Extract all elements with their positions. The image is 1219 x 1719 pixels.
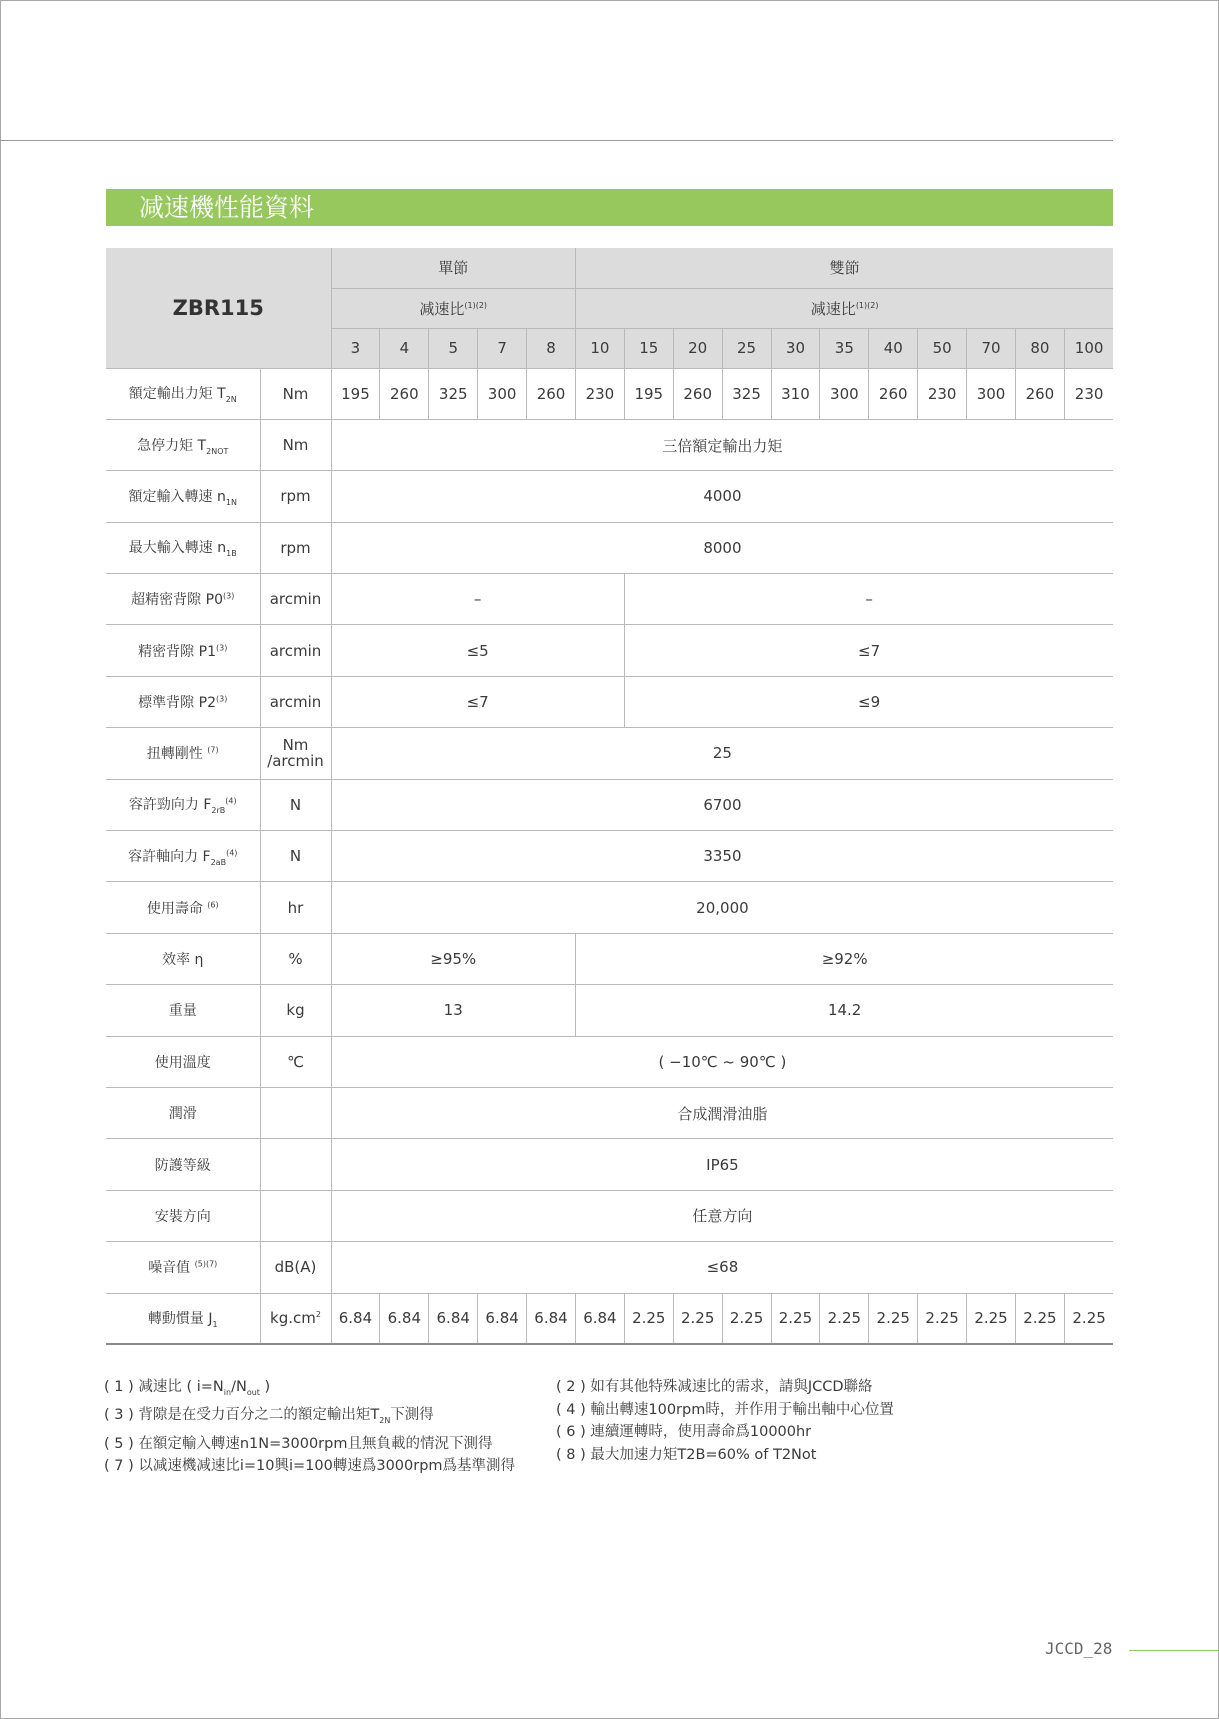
footnote-7: ( 7 ) 以减速機减速比i=10興i=100轉速爲3000rpm爲基準測得 [104,1458,516,1475]
row-value-double: ≥92% [575,933,1113,984]
row-value: ≤68 [331,1242,1113,1293]
row-label: 防護等級 [106,1139,260,1190]
row-value: 8000 [331,522,1113,573]
section-title: 减速機性能資料 [106,189,1113,226]
row-label: 效率 η [106,933,260,984]
row-mounting [106,1190,1113,1241]
row-label: 額定輸入轉速 $n_{1N}$ [106,471,260,522]
row-lubrication [106,1087,1113,1138]
row-value-cell: 195 [331,368,380,419]
ratio-header-cell: 35 [820,328,869,368]
row-unit [260,1087,331,1138]
row-label: 噪音值 $^{(5)(7)}$ [106,1242,260,1293]
row-value-single: ≤7 [331,676,624,727]
row-label: 標準背隙 P2$^{(3)}$ [106,676,260,727]
ratio-header-cell: 4 [380,328,429,368]
row-value-double: ≤9 [624,676,1113,727]
row-value: 20,000 [331,882,1113,933]
row-unit: rpm [260,522,331,573]
spec-table [106,248,1113,1345]
row-unit: Nm [260,368,331,419]
row-value-cell: 2.25 [722,1293,771,1344]
row-value-cell: 300 [967,368,1016,419]
row-value-cell: 310 [771,368,820,419]
row-label: 精密背隙 P1$^{(3)}$ [106,625,260,676]
ratio-header-cell: 3 [331,328,380,368]
row-emergency-torque [106,419,1113,470]
ratio-header-cell: 80 [1015,328,1064,368]
ratio-label-double: 减速比$^{(1)(2)}$ [575,288,1113,328]
row-value-cell: 260 [869,368,918,419]
row-unit: kg [260,985,331,1036]
row-label: 額定輸出力矩 $T_{2N}$ [106,368,260,419]
page-rule [1129,1650,1219,1651]
row-backlash-p2 [106,676,1113,727]
row-value: 3350 [331,831,1113,882]
row-value: 6700 [331,779,1113,830]
row-value-cell: 2.25 [918,1293,967,1344]
row-value-cell: 2.25 [1064,1293,1113,1344]
ratio-header-cell: 25 [722,328,771,368]
row-value: 三倍額定輸出力矩 [331,419,1113,470]
row-value: IP65 [331,1139,1113,1190]
row-value-cell: 195 [624,368,673,419]
row-value-cell: 6.84 [331,1293,380,1344]
row-value-single: ≥95% [331,933,575,984]
row-unit: arcmin [260,574,331,625]
header-row-stage [106,248,1113,288]
row-value-cell: 325 [429,368,478,419]
row-value-cell: 325 [722,368,771,419]
row-unit: N [260,779,331,830]
row-value-double: – [624,574,1113,625]
row-noise [106,1242,1113,1293]
ratio-header-cell: 30 [771,328,820,368]
footnote-6: ( 6 ) 連續運轉時，使用壽命爲10000hr [556,1424,812,1440]
footnotes-left [104,1376,515,1478]
footnote-3: ( 3 ) 背隙是在受力百分之二的額定輸出矩$T_{2N}$下測得 [104,1407,434,1426]
ratio-header-cell: 5 [429,328,478,368]
row-unit: ℃ [260,1036,331,1087]
row-temperature [106,1036,1113,1087]
footnote-5: ( 5 ) 在額定輸入轉速n1N=3000rpm且無負載的情況下測得 [104,1435,493,1452]
row-unit: $kg.cm^2$ [260,1293,331,1344]
row-value: ( −10℃ ~ 90℃ ) [331,1036,1113,1087]
row-value-cell: 230 [1064,368,1113,419]
ratio-header-cell: 40 [869,328,918,368]
row-label: 使用壽命 $^{(6)}$ [106,882,260,933]
row-weight [106,985,1113,1036]
row-value-cell: 2.25 [624,1293,673,1344]
row-torsional-rigidity [106,728,1113,779]
row-label: 使用溫度 [106,1036,260,1087]
row-value-cell: 6.84 [478,1293,527,1344]
header-double-stage: 雙節 [575,248,1113,288]
row-unit: dB(A) [260,1242,331,1293]
row-unit: Nm /arcmin [260,728,331,779]
row-unit [260,1190,331,1241]
row-value-cell: 260 [673,368,722,419]
row-value-cell: 2.25 [673,1293,722,1344]
footnotes-right [556,1376,894,1466]
row-label: 重量 [106,985,260,1036]
ratio-header-cell: 50 [918,328,967,368]
ratio-header-cell: 8 [527,328,576,368]
row-protection [106,1139,1113,1190]
row-radial-force [106,779,1113,830]
ratio-header-cell: 20 [673,328,722,368]
row-value: 4000 [331,471,1113,522]
row-label: 急停力矩 $T_{2NOT}$ [106,419,260,470]
row-value-cell: 2.25 [869,1293,918,1344]
row-label: 潤滑 [106,1087,260,1138]
row-value-cell: 6.84 [380,1293,429,1344]
row-value-cell: 6.84 [429,1293,478,1344]
row-value: 任意方向 [331,1190,1113,1241]
row-value-cell: 2.25 [967,1293,1016,1344]
row-value-single: 13 [331,985,575,1036]
row-value-cell: 260 [380,368,429,419]
row-efficiency [106,933,1113,984]
ratio-header-cell: 100 [1064,328,1113,368]
row-unit: Nm [260,419,331,470]
row-max-input-speed [106,522,1113,573]
row-value-cell: 6.84 [575,1293,624,1344]
row-service-life [106,882,1113,933]
row-unit [260,1139,331,1190]
row-axial-force [106,831,1113,882]
row-rated-input-speed [106,471,1113,522]
ratio-label-single: 减速比$^{(1)(2)}$ [331,288,575,328]
row-value-cell: 260 [527,368,576,419]
row-label: 容許勁向力 $F_{2rB}^{(4)}$ [106,779,260,830]
row-value-cell: 230 [918,368,967,419]
row-label: 轉動慣量 $J_1$ [106,1293,260,1344]
ratio-header-cell: 70 [967,328,1016,368]
ratio-header-cell: 10 [575,328,624,368]
top-rule [0,140,1113,141]
row-value-cell: 6.84 [527,1293,576,1344]
row-unit: % [260,933,331,984]
row-rated-torque [106,368,1113,419]
footnote-4: ( 4 ) 輸出轉速100rpm時，并作用于輸出軸中心位置 [556,1401,894,1418]
row-value: 25 [331,728,1113,779]
header-single-stage: 單節 [331,248,575,288]
row-value-double: ≤7 [624,625,1113,676]
row-value-single: ≤5 [331,625,624,676]
row-label: 超精密背隙 P0$^{(3)}$ [106,574,260,625]
row-value-cell: 2.25 [820,1293,869,1344]
row-value-single: – [331,574,624,625]
footnote-8: ( 8 ) 最大加速力矩T2B=60% of T2Not [556,1446,817,1463]
ratio-header-cell: 15 [624,328,673,368]
row-value-cell: 300 [820,368,869,419]
row-inertia [106,1293,1113,1344]
row-unit: arcmin [260,625,331,676]
model-name: ZBR115 [106,248,331,368]
row-label: 安裝方向 [106,1190,260,1241]
row-value-cell: 260 [1015,368,1064,419]
footnote-2: ( 2 ) 如有其他特殊减速比的需求，請與JCCD聯絡 [556,1379,873,1395]
row-value-cell: 2.25 [1015,1293,1064,1344]
row-label: 最大輸入轉速 $n_{1B}$ [106,522,260,573]
row-unit: hr [260,882,331,933]
row-unit: arcmin [260,676,331,727]
row-value-cell: 300 [478,368,527,419]
row-backlash-p0 [106,574,1113,625]
row-value-double: 14.2 [575,985,1113,1036]
row-value-cell: 230 [575,368,624,419]
row-label: 扭轉剛性 $^{(7)}$ [106,728,260,779]
row-value-cell: 2.25 [771,1293,820,1344]
row-backlash-p1 [106,625,1113,676]
row-value: 合成潤滑油脂 [331,1087,1113,1138]
footnote-1: ( 1 ) 减速比 ( $i=N_{in}/N_{out}$ ) [104,1379,271,1397]
row-unit: N [260,831,331,882]
row-unit: rpm [260,471,331,522]
ratio-header-cell: 7 [478,328,527,368]
page-number: JCCD_28 [1045,1639,1113,1658]
row-label: 容許軸向力 $F_{2aB}^{(4)}$ [106,831,260,882]
